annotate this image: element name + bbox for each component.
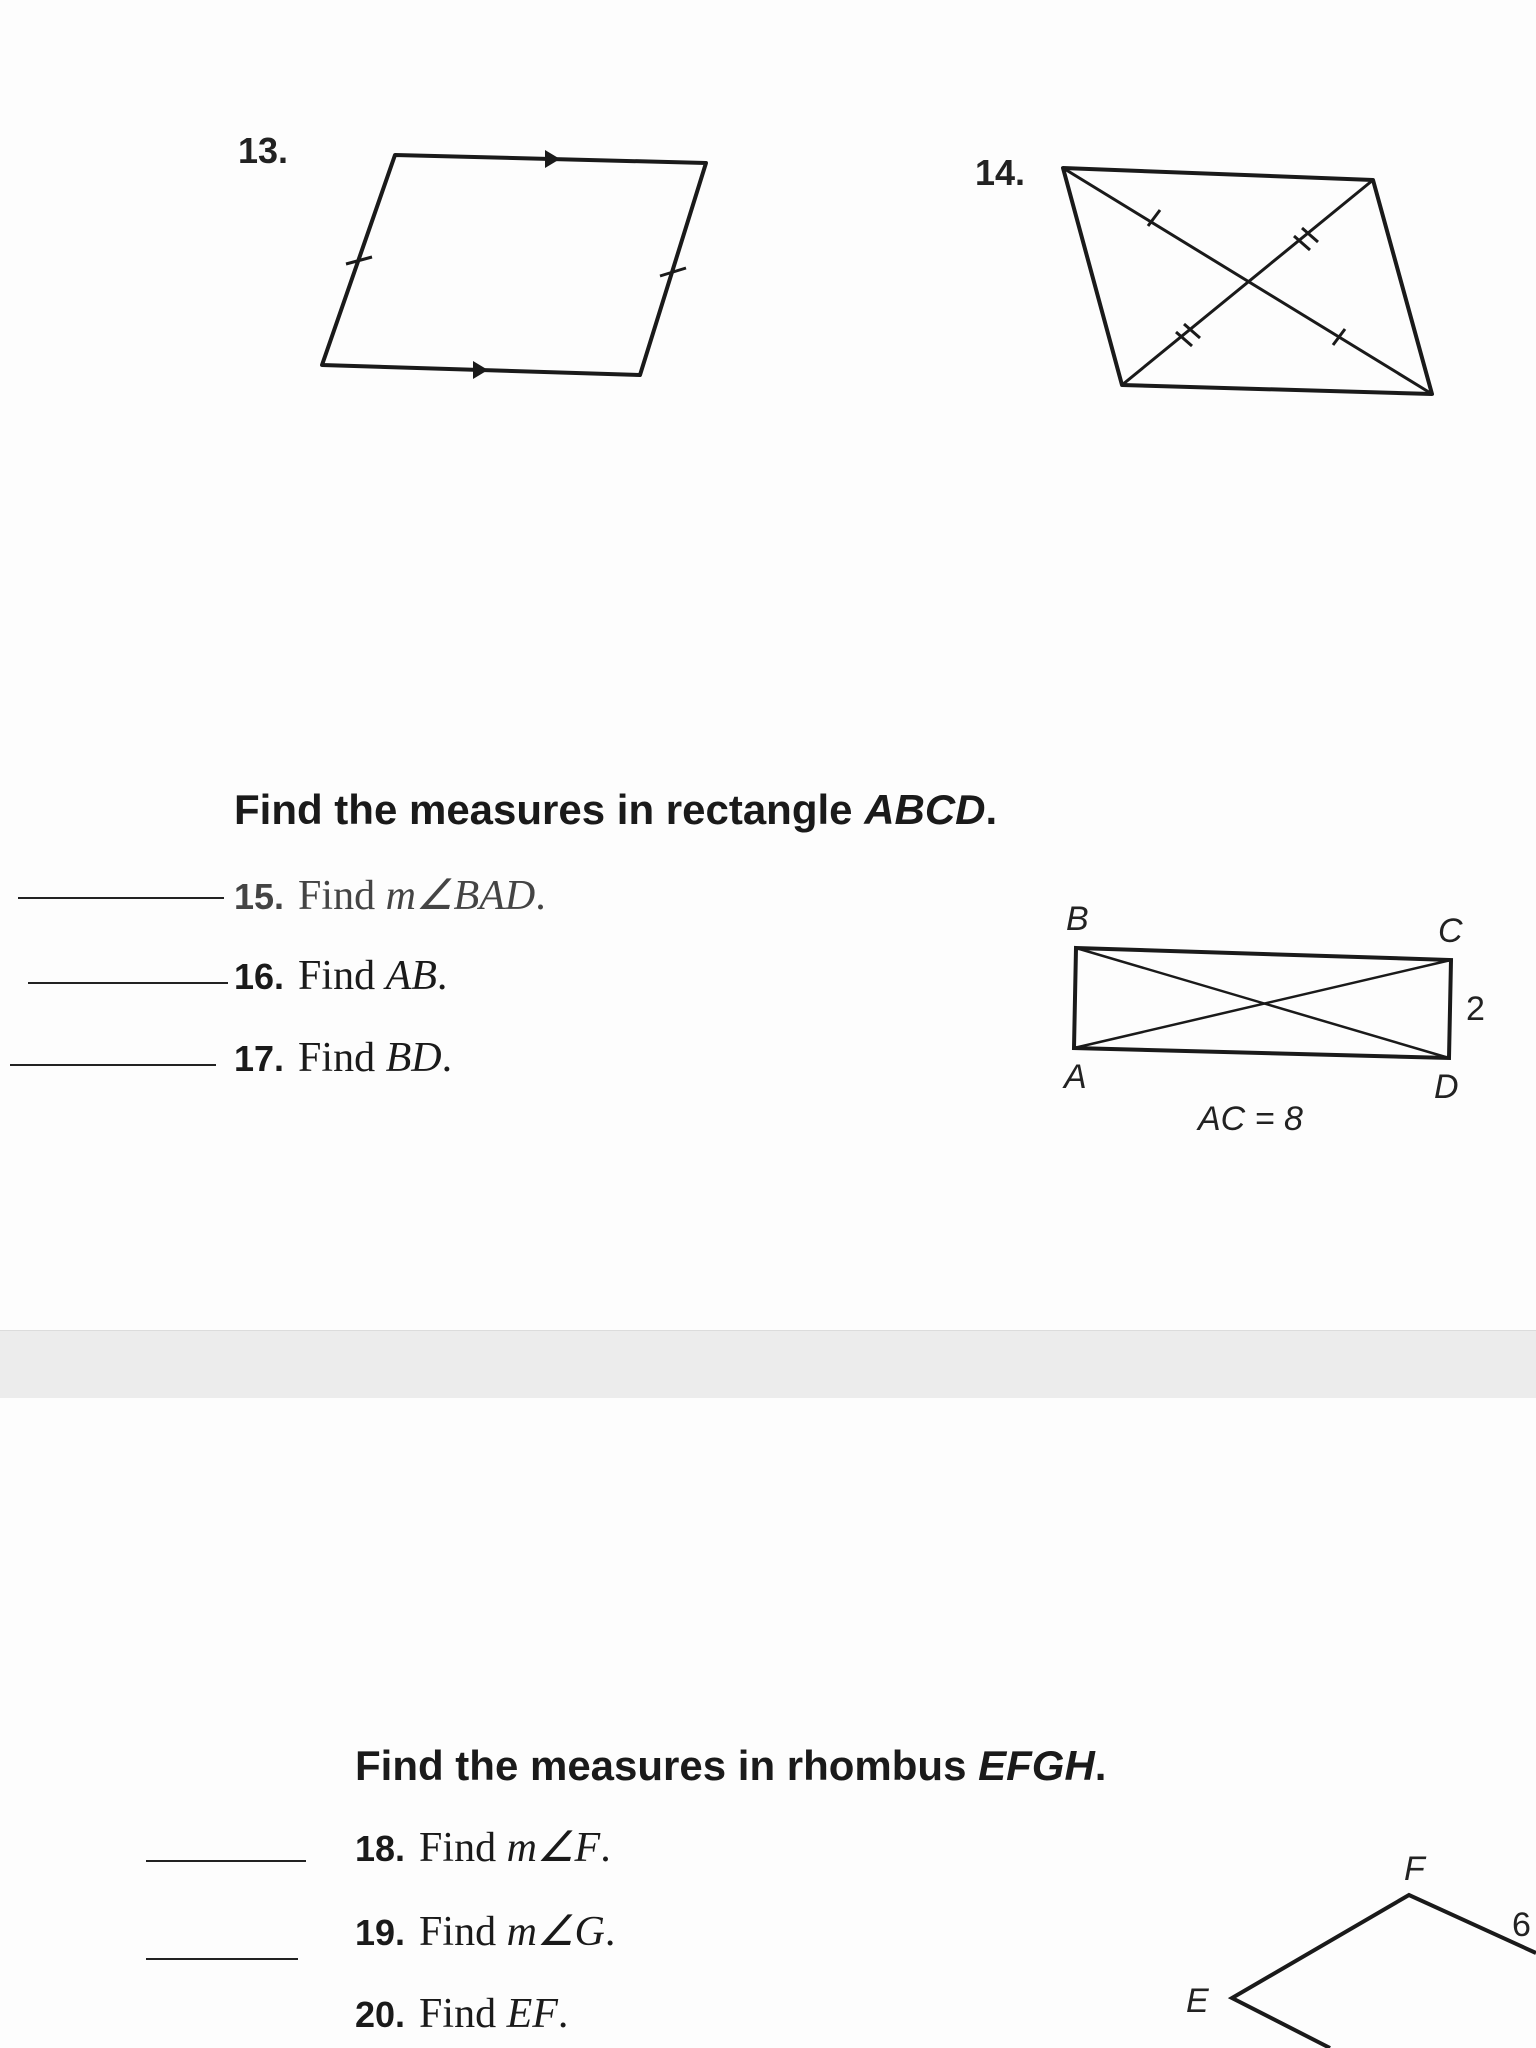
diagonal-ac — [1074, 960, 1451, 1048]
question-16: 16. Find AB. — [234, 953, 448, 999]
rhombus-section-heading: Find the measures in rhombus EFGH. — [355, 1742, 1107, 1789]
question-15: 15. Find m∠BAD. — [234, 873, 546, 919]
question-19: 19. Find m∠G. — [355, 1909, 616, 1955]
partial-angle-label: 6 — [1512, 1906, 1531, 1944]
vertex-label-d: D — [1434, 1068, 1459, 1106]
rhombus-efgh — [1232, 1895, 1536, 2048]
vertex-label-c: C — [1438, 912, 1463, 950]
vertex-label-f: F — [1404, 1850, 1425, 1888]
problem-14-number: 14. — [975, 152, 1026, 193]
problem-13-number: 13. — [238, 130, 289, 171]
vertex-label-e: E — [1186, 1982, 1209, 2020]
rhombus-efgh-figure — [0, 1398, 1536, 2048]
question-20: 20. Find EF. — [355, 1991, 569, 2037]
page-divider — [0, 1330, 1536, 1400]
given-ac: AC = 8 — [1198, 1100, 1303, 1138]
rectangle-section-heading: Find the measures in rectangle ABCD. — [234, 786, 998, 833]
worksheet-page-bottom — [0, 1398, 1536, 2048]
question-17: 17. Find BD. — [234, 1035, 453, 1081]
vertex-label-b: B — [1066, 900, 1089, 938]
question-18: 18. Find m∠F. — [355, 1825, 611, 1871]
side-cd-length: 2 — [1466, 990, 1485, 1028]
vertex-label-a: A — [1064, 1058, 1087, 1096]
